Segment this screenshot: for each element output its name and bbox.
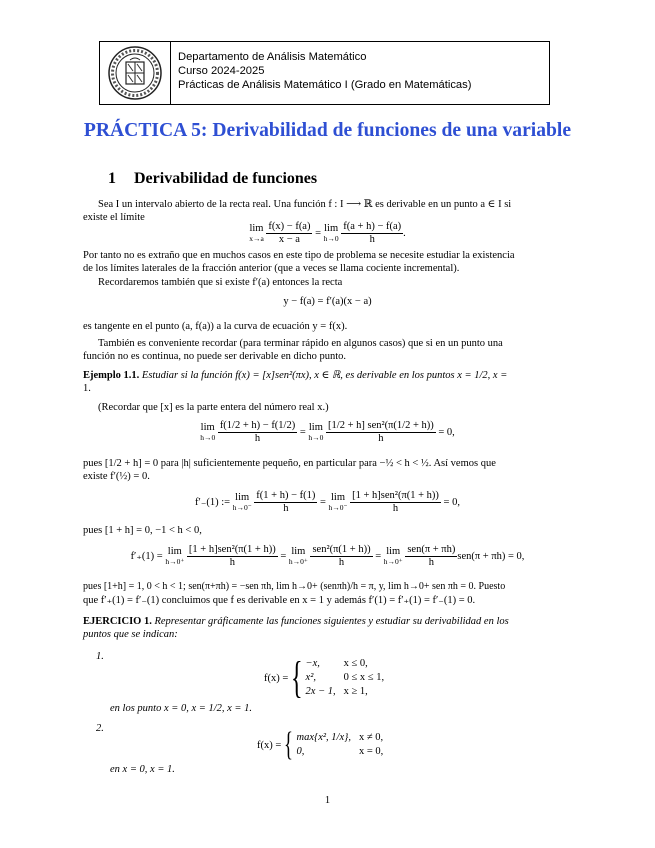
case-expression: max{x², 1/x}, xyxy=(296,732,351,743)
exercise-item-2-points: en x = 0, x = 1. xyxy=(110,764,175,775)
case-row xyxy=(306,657,393,671)
piecewise-cases-2 xyxy=(297,731,392,759)
case-row xyxy=(306,671,393,685)
section-title: Derivabilidad de funciones xyxy=(134,170,318,187)
page-title: PRÁCTICA 5: Derivabilidad de funciones de una variable xyxy=(83,120,572,141)
paragraph-incremental-line1: Por tanto no es extraño que en muchos casos en este tipo de problema se necesite estudiar la existencia xyxy=(83,250,515,261)
case-row xyxy=(297,745,392,759)
exercise-statement-cont: puntos que se indican: xyxy=(83,629,178,640)
exercise-text: Representar gráficamente las funciones siguientes y estudiar su derivabilidad en los xyxy=(154,616,509,627)
piecewise-function-1: f(x) = { −x, x ≤ 0, x², 0 ≤ x ≤ 1, 2x − 1, x ≥ 1, xyxy=(264,656,392,702)
case-expression: x², xyxy=(305,672,316,683)
paragraph-definition-line1: Sea I un intervalo abierto de la recta real. Una función f : I ⟶ ℝ es derivable en un punto a ∈ I si xyxy=(98,199,512,210)
piecewise-function-2: f(x) = { max{x², 1/x}, x ≠ 0, 0, x = 0, xyxy=(257,728,391,762)
case-condition: x ≤ 0, xyxy=(343,658,368,669)
equation-derivative-limit: lim x→a $\frac{f(x) - f(a)}{x - a}$ = lim h→0 $\frac{f(a + h) - f(a)}{h}$ . xyxy=(249,221,406,245)
equation-left-derivative: f′₋(1) := lim h→0⁻ $\frac{f(1 + h) - f(1)}{h}$ = lim h→0⁻ $\frac{\text{[1 + h]sen²(π(1 + h))}}{h}$ = 0, xyxy=(195,490,460,514)
equation-example-half: lim h→0 $\frac{f(1/2 + h) - f(1/2)}{h}$ = lim h→0 $\frac{\text{[1/2 + h] sen²(π(1/2 + h))}}{h}$ = 0, xyxy=(200,420,455,444)
paragraph-incremental-line2: de los límites laterales de la fracción anterior (que a veces se llama cociente incremental). xyxy=(83,263,460,274)
equation-right-derivative: f′₊(1) = lim h→0⁺ $\frac{\text{[1 + h]sen²(π(1 + h))}}{h}$ = lim h→0⁺ $\frac{\text{sen²(π(1 + h))}}{h}$ = lim h→0⁺ $\frac{\text{sen(π + πh)}}{h}$ sen(π + πh) = 0, xyxy=(130,544,525,568)
exercise-item-1-number: 1. xyxy=(96,651,104,662)
section-heading xyxy=(108,170,317,188)
piecewise-cases-1 xyxy=(306,657,393,699)
paragraph-left-condition: pues [1 + h] = 0, −1 < h < 0, xyxy=(83,525,202,536)
case-condition: x ≥ 1, xyxy=(343,686,368,697)
exercise-statement xyxy=(83,615,509,628)
example-statement-cont: 1. xyxy=(83,383,91,394)
paragraph-definition-line2: existe el límite xyxy=(83,212,145,223)
example-text: Estudiar si la función f(x) = [x]sen²(πx), x ∈ ℝ, es derivable en los puntos x = 1/2, x = xyxy=(141,370,508,381)
case-expression: 2x − 1, xyxy=(305,686,336,697)
header-separator xyxy=(170,41,171,105)
case-expression: 0, xyxy=(296,746,305,757)
paragraph-integer-part: (Recordar que [x] es la parte entera del número real x.) xyxy=(98,402,329,413)
paragraph-continuity-line1: También es conveniente recordar (para terminar rápido en algunos casos) que si en un punto una xyxy=(98,338,503,349)
header-course: Curso 2024-2025 xyxy=(178,65,265,77)
case-expression: −x, xyxy=(305,658,320,669)
paragraph-tangent: es tangente en el punto (a, f(a)) a la curva de ecuación y = f(x). xyxy=(83,321,348,332)
page-number: 1 xyxy=(324,795,331,806)
exercise-label: EJERCICIO 1. xyxy=(83,616,152,627)
case-condition: 0 ≤ x ≤ 1, xyxy=(343,672,385,683)
paragraph-conclusion-line2: que f′₊(1) = f′₋(1) concluimos que f es derivable en x = 1 y además f′(1) = f′₊(1) = f′₋(1) = 0. xyxy=(83,595,476,606)
paragraph-recall: Recordaremos también que si existe f′(a) entonces la recta xyxy=(98,277,343,288)
exercise-item-1-points: en los punto x = 0, x = 1/2, x = 1. xyxy=(110,703,252,714)
header-department: Departamento de Análisis Matemático xyxy=(178,51,367,63)
paragraph-continuity-line2: función no es continua, no puede ser derivable en dicho punto. xyxy=(83,351,347,362)
case-condition: x ≠ 0, xyxy=(358,732,384,743)
paragraph-conclusion-line1: pues [1+h] = 1, 0 < h < 1; sen(π+πh) = −sen πh, lim h→0+ (senπh)/h = π, y, lim h→0+ sen πh = 0. Puesto xyxy=(83,581,506,592)
example-statement xyxy=(83,369,507,382)
case-row xyxy=(306,685,393,699)
case-row xyxy=(297,731,392,745)
section-number: 1 xyxy=(108,170,116,187)
paragraph-half-result-line2: existe f′(½) = 0. xyxy=(83,471,150,482)
case-condition: x = 0, xyxy=(358,746,384,757)
example-label: Ejemplo 1.1. xyxy=(83,370,140,381)
equation-tangent-line: y − f(a) = f′(a)(x − a) xyxy=(283,296,372,307)
header-subject: Prácticas de Análisis Matemático I (Grado en Matemáticas) xyxy=(178,79,472,91)
exercise-item-2-number: 2. xyxy=(96,723,104,734)
university-seal-logo xyxy=(106,45,164,101)
paragraph-half-result-line1: pues [1/2 + h] = 0 para |h| suficientemente pequeño, en particular para −½ < h < ½. Así vemos que xyxy=(83,458,496,469)
